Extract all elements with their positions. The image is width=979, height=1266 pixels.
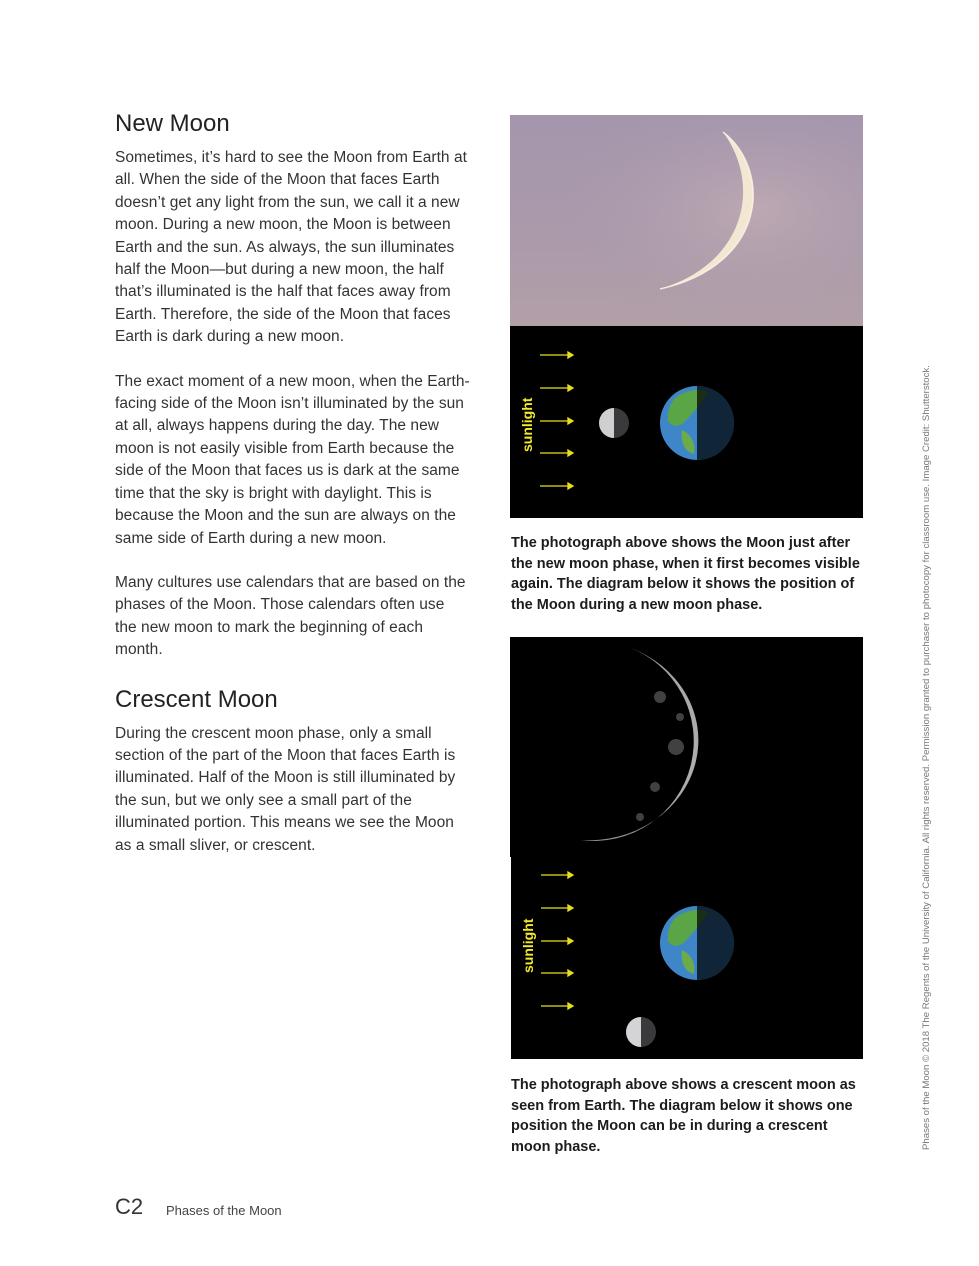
new-moon-diagram [510,326,863,518]
paragraph: Sometimes, it’s hard to see the Moon from Earth at all. When the side of the Moon that faces Earth doesn’t get any light from the sun, we call it a new moon. During a new moon, the Moon is between Earth and the sun. As always, the sun illuminates half the Moon—but during a new moon, the half that’s illuminated is the half that faces away from Earth. Therefore, the side of the Moon that faces Earth is dark during a new moon. [115,149,467,346]
crescent-moon-photo [510,637,863,857]
paragraph: During the crescent moon phase, only a small section of the part of the Moon that faces Earth is illuminated. Half of the Moon is still illuminated by the sun, but we only see a small part of the illuminated portion. This means we see the Moon as a small sliver, or crescent. [115,724,456,854]
paragraph: Many cultures use calendars that are based on the phases of the Moon. Those calendars often use the new moon to mark the beginning of each month. [115,573,466,659]
caption-new-moon: The photograph above shows the Moon just after the new moon phase, when it first becomes visible again. The diagram below it shows the position of the Moon during a new moon phase. [511,535,860,613]
paragraph: The exact moment of a new moon, when the Earth-facing side of the Moon isn’t illuminated by the sun at all, always happens during the day. The new moon is not easily visible from Earth because the side of the Moon that faces us is dark at the same time that the sky is bright with daylight. This is because the Moon and the sun are always on the same side of Earth during a new moon. [115,372,470,547]
main-text-column [115,108,470,879]
thin-crescent-photo [510,115,863,326]
heading-new-moon: New Moon [115,110,230,137]
heading-crescent-moon: Crescent Moon [115,685,278,713]
section-new-moon [115,108,470,662]
moon-icon [599,408,629,438]
side-copyright-credit: Phases of the Moon © 2018 The Regents of the University of California. All rights reserved. Permission granted to purchaser to photocopy for classroom use. Image Credit: Shutterstock. [921,365,932,1150]
sunlight-label: sunlight [520,918,536,973]
section-crescent-moon [115,684,470,857]
crescent-moon-icon [510,637,863,857]
footer-unit-title: Phases of the Moon [166,1203,282,1218]
earth-icon [660,906,734,980]
sunlight-label: sunlight [519,397,535,452]
sunlight-arrows-icon [511,857,863,1059]
crescent-moon-diagram [511,857,863,1059]
moon-icon [626,1017,656,1047]
sunlight-arrows-icon [510,326,863,518]
earth-icon [660,386,734,460]
thin-crescent-moon-icon [510,115,863,326]
page-number: C2 [115,1194,144,1219]
caption-crescent-moon: The photograph above shows a crescent moon as seen from Earth. The diagram below it shows one position the Moon can be in during a crescent moon phase. [511,1077,856,1155]
